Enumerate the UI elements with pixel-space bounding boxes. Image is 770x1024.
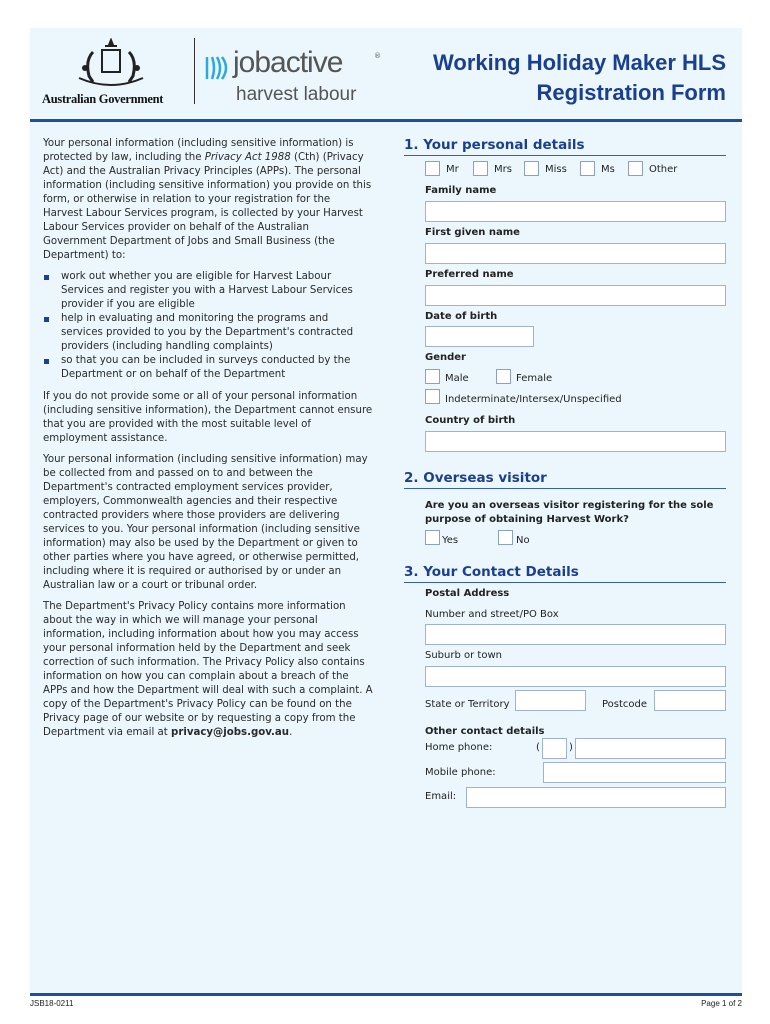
list-item: work out whether you are eligible for Harvest Labour Services and register you with a Harvest Labour Services provider if you are eligible bbox=[43, 270, 373, 312]
brand-subtitle: harvest labour bbox=[236, 84, 357, 105]
checkbox-yes[interactable] bbox=[425, 530, 440, 545]
label-postal: Postal Address bbox=[425, 588, 510, 599]
checkbox-no[interactable] bbox=[498, 530, 513, 545]
page-title-line1: Working Holiday Maker HLS bbox=[433, 50, 726, 75]
label-mr: Mr bbox=[446, 164, 459, 175]
privacy-para-3: Your personal information (including sensitive information) may be collected from and passed on to and between the Department's contracted employment services provider, employers, Commonwealth agencies and their respective contracted providers where those providers are delivering services to you. Your personal information (including sensitive information) may also be used by the Department or given to other parties where you have agreed, or otherwise permitted, including where it is required or authorised by or under an Australian law or a court or tribunal order. bbox=[43, 454, 368, 591]
coat-of-arms-icon bbox=[75, 38, 147, 90]
email-input[interactable] bbox=[466, 787, 726, 808]
state-input[interactable] bbox=[515, 690, 586, 711]
text: (Cth) (Privacy Act) and the Australian Privacy Principles (APPs). The personal information (including sensitive information) you provide on this form, or otherwise in relation to your registration for the Harvest Labour Services program, is collected by your Harvest Labour Services provider on behalf of the Australian Government Department of Jobs and Small Business (the Department) to: bbox=[43, 152, 372, 261]
form-code: JSB18-0211 bbox=[30, 999, 74, 1008]
label-miss: Miss bbox=[545, 164, 567, 175]
checkbox-mr[interactable] bbox=[425, 161, 440, 176]
suburb-input[interactable] bbox=[425, 666, 726, 687]
privacy-email-link[interactable]: privacy@jobs.gov.au bbox=[171, 727, 290, 738]
label-dob: Date of birth bbox=[425, 311, 498, 322]
paren-open: ( bbox=[536, 742, 540, 753]
label-preferred-name: Preferred name bbox=[425, 269, 514, 280]
label-suburb: Suburb or town bbox=[425, 650, 502, 661]
label-other-contact: Other contact details bbox=[425, 726, 545, 737]
label-no: No bbox=[516, 535, 530, 546]
label-mrs: Mrs bbox=[494, 164, 512, 175]
label-mobile: Mobile phone: bbox=[425, 767, 496, 778]
text: The Department's Privacy Policy contains more information about the way in which we will manage your personal information, including information about how you may access your personal information held by the Department and seek correction of such information. The Privacy Policy also contains information on how you can complain about a breach of the APPs and how the Department will deal with such a complaint. A copy of the Department's Privacy Policy can be found on the Privacy page of our website or by requesting a copy from the Department via email at bbox=[43, 601, 373, 738]
privacy-para-2: If you do not provide some or all of your personal information (including sensitive information), the Department cannot ensure that you are provided with the most suitable level of employment assistance. bbox=[43, 391, 373, 444]
country-input[interactable] bbox=[425, 431, 726, 452]
label-first-name: First given name bbox=[425, 227, 520, 238]
privacy-para-4 bbox=[43, 600, 373, 740]
label-gender: Gender bbox=[425, 352, 466, 363]
mobile-input[interactable] bbox=[543, 762, 726, 783]
label-country: Country of birth bbox=[425, 415, 516, 426]
dob-input[interactable] bbox=[425, 326, 534, 347]
section-heading-personal: 1. Your personal details bbox=[404, 137, 726, 156]
label-female: Female bbox=[516, 373, 553, 384]
divider bbox=[194, 38, 195, 104]
overseas-question-2: purpose of obtaining Harvest Work? bbox=[425, 514, 629, 525]
label-postcode: Postcode bbox=[602, 699, 648, 710]
act-name: Privacy Act 1988 bbox=[204, 152, 291, 163]
privacy-para-1 bbox=[43, 137, 373, 263]
postcode-input[interactable] bbox=[654, 690, 726, 711]
registered-mark: ® bbox=[374, 52, 381, 60]
checkbox-ms[interactable] bbox=[580, 161, 595, 176]
label-family-name: Family name bbox=[425, 185, 497, 196]
header-rule bbox=[30, 119, 742, 122]
family-name-input[interactable] bbox=[425, 201, 726, 222]
first-name-input[interactable] bbox=[425, 243, 726, 264]
label-male: Male bbox=[445, 373, 469, 384]
page-number: Page 1 of 2 bbox=[701, 999, 742, 1008]
paren-close: ) bbox=[569, 742, 573, 753]
label-state: State or Territory bbox=[425, 699, 510, 710]
checkbox-other[interactable] bbox=[628, 161, 643, 176]
label-other: Other bbox=[649, 164, 678, 175]
text: . bbox=[289, 727, 293, 738]
label-street: Number and street/PO Box bbox=[425, 609, 559, 620]
home-phone-input[interactable] bbox=[575, 738, 726, 759]
text: Your personal information (including sensitive information) is protected by law, including the bbox=[43, 138, 354, 163]
checkbox-mrs[interactable] bbox=[473, 161, 488, 176]
section-heading-overseas: 2. Overseas visitor bbox=[404, 470, 726, 489]
footer-rule bbox=[30, 993, 742, 996]
preferred-name-input[interactable] bbox=[425, 285, 726, 306]
label-home-phone: Home phone: bbox=[425, 742, 493, 753]
purpose-list bbox=[43, 270, 373, 382]
list-item: so that you can be included in surveys conducted by the Department or on behalf of the Department bbox=[43, 354, 373, 382]
checkbox-female[interactable] bbox=[496, 369, 511, 384]
jobactive-logo-icon bbox=[205, 55, 231, 81]
brand-logo: jobactive bbox=[233, 46, 343, 79]
checkbox-miss[interactable] bbox=[524, 161, 539, 176]
list-item: help in evaluating and monitoring the programs and services provided to you by the Department's contracted providers (including handling complaints) bbox=[43, 312, 373, 354]
label-ms: Ms bbox=[601, 164, 615, 175]
section-heading-contact: 3. Your Contact Details bbox=[404, 564, 726, 583]
privacy-notice bbox=[43, 137, 373, 747]
overseas-question: Are you an overseas visitor registering for the sole bbox=[425, 500, 714, 511]
checkbox-male[interactable] bbox=[425, 369, 440, 384]
page-title-line2: Registration Form bbox=[536, 80, 726, 105]
govt-name: Australian Government bbox=[42, 92, 164, 106]
label-email: Email: bbox=[425, 791, 457, 802]
label-yes: Yes bbox=[442, 535, 459, 546]
street-input[interactable] bbox=[425, 624, 726, 645]
home-area-code-input[interactable] bbox=[542, 738, 567, 759]
label-indeterminate: Indeterminate/Intersex/Unspecified bbox=[445, 394, 622, 405]
checkbox-indeterminate[interactable] bbox=[425, 389, 440, 404]
